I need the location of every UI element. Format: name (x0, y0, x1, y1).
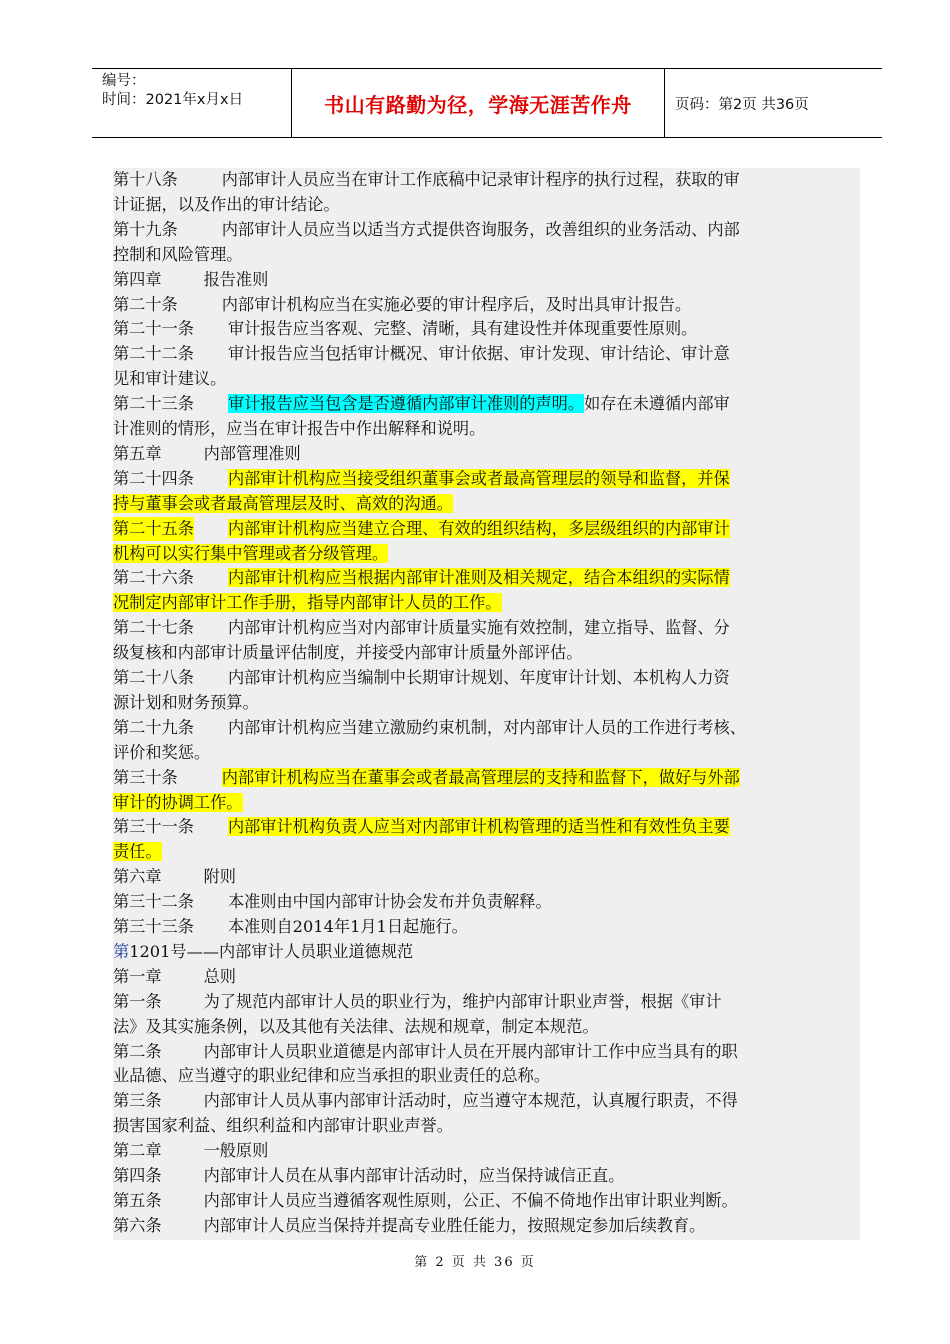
text-line (113, 815, 730, 839)
article-text: 损害国家利益、组织利益和内部审计职业声誉。 (113, 1116, 453, 1136)
article-text: 审计报告应当包括审计概况、审计依据、审计发现、审计结论、审计意 (227, 344, 730, 364)
article-number: 第二十四条 (113, 468, 194, 488)
article-text: 总则 (203, 966, 236, 986)
highlighted-text: 审计的协调工作。 (113, 792, 243, 812)
article-text: 报告准则 (203, 269, 269, 289)
article-text: 本准则自2014年1月1日起施行。 (227, 917, 468, 936)
text-line (113, 566, 730, 590)
text-line (113, 691, 259, 715)
text-line (113, 218, 740, 242)
article-text: 源计划和财务预算。 (113, 692, 259, 712)
article-number: 第三十二条 (113, 892, 194, 912)
article-text: 本准则由中国内部审计协会发布并负责解释。 (227, 892, 552, 912)
document-body (113, 168, 860, 1240)
highlighted-text: 内部审计机构负责人应当对内部审计机构管理的适当性和有效性负主要 (227, 817, 730, 837)
text-line (113, 1214, 705, 1238)
text-line (113, 442, 301, 466)
article-number: 第五章 (113, 443, 162, 463)
highlighted-text: 况制定内部审计工作手册，指导内部审计人员的工作。 (113, 593, 502, 613)
article-text: 内部审计机构应当对内部审计质量实施有效控制，建立指导、监督、分 (227, 618, 730, 638)
article-text: 内部审计机构应当编制中长期审计规划、年度审计计划、本机构人力资 (227, 668, 730, 687)
article-number: 第二十一条 (113, 319, 194, 339)
article-number: 第十八条 (113, 170, 178, 189)
highlighted-text: 持与董事会或者最高管理层及时、高效的沟通。 (113, 493, 453, 513)
text-line (113, 243, 243, 267)
article-number: 第三十条 (113, 767, 178, 787)
text-line (113, 1015, 599, 1039)
text-line (113, 666, 730, 690)
article-number: 第 (113, 941, 130, 961)
article-number: 第三条 (113, 1091, 162, 1111)
text-line (113, 293, 691, 317)
text-line (113, 1164, 624, 1188)
text-line (113, 392, 730, 416)
highlighted-text: 机构可以实行集中管理或者分级管理。 (113, 543, 389, 563)
article-text: 1201号——内部审计人员职业道德规范 (129, 941, 414, 961)
article-text: 为了规范内部审计人员的职业行为，维护内部审计职业声誉，根据《审计 (203, 991, 722, 1011)
article-text: 审计报告应当客观、完整、清晰，具有建设性并体现重要性原则。 (227, 319, 698, 339)
article-text: 级复核和内部审计质量评估制度，并接受内部审计质量外部评估。 (113, 643, 583, 663)
text-line (113, 1040, 738, 1064)
text-line (113, 766, 740, 790)
highlighted-text: 内部审计机构应当根据内部审计准则及相关规定，结合本组织的实际情 (227, 568, 730, 588)
article-number: 第二条 (113, 1041, 162, 1061)
article-number: 第一章 (113, 966, 162, 986)
article-text: 内部审计人员从事内部审计活动时，应当遵守本规范，认真履行职责，不得 (203, 1091, 738, 1111)
text-line (113, 890, 552, 914)
article-text: 内部审计人员应当以适当方式提供咨询服务，改善组织的业务活动、内部 (221, 219, 740, 239)
text-line (113, 193, 340, 217)
article-number: 第二十八条 (113, 668, 194, 687)
header-time: 时间：2021年x月x日 (102, 92, 244, 108)
article-number: 第十九条 (113, 219, 178, 239)
article-number: 第五条 (113, 1190, 162, 1210)
article-text: 一般原则 (203, 1141, 269, 1161)
article-number: 第二十七条 (113, 618, 194, 638)
text-line (113, 865, 236, 889)
text-line (113, 417, 485, 441)
article-number: 第一条 (113, 991, 162, 1011)
article-number: 第二十二条 (113, 344, 194, 364)
text-line (113, 467, 730, 491)
article-text: 计证据，以及作出的审计结论。 (113, 194, 340, 214)
text-line (113, 840, 162, 864)
text-line (113, 940, 413, 964)
page-footer: 第 2 页 共 36 页 (414, 1255, 536, 1270)
header-motto: 书山有路勤为径，学海无涯苦作舟 (292, 69, 665, 137)
article-text: 法》及其实施条例，以及其他有关法律、法规和规章，制定本规范。 (113, 1016, 599, 1036)
text-line (113, 1189, 738, 1213)
text-line (113, 342, 730, 366)
highlighted-text: 审计报告应当包含是否遵循内部审计准则的声明。 (227, 394, 585, 414)
text-line (113, 591, 502, 615)
article-number: 第二十条 (113, 294, 178, 314)
text-line (113, 1064, 550, 1088)
article-text: 内部审计人员应当在审计工作底稿中记录审计程序的执行过程，获取的审 (221, 170, 740, 189)
text-line (113, 1089, 738, 1113)
article-number: 第四章 (113, 269, 162, 289)
article-text: 计准则的情形，应当在审计报告中作出解释和说明。 (113, 419, 486, 438)
article-text: 业品德、应当遵守的职业纪律和应当承担的职业责任的总称。 (113, 1066, 551, 1086)
text-line (113, 915, 468, 939)
text-line (113, 492, 453, 516)
article-number: 第六条 (113, 1215, 162, 1235)
article-number: 第四条 (113, 1166, 162, 1185)
text-line (113, 616, 730, 640)
article-number: 第二章 (113, 1141, 162, 1161)
article-number: 第二十六条 (113, 568, 194, 588)
article-text: 内部审计机构应当建立激励约束机制，对内部审计人员的工作进行考核、 (227, 717, 746, 737)
highlighted-text: 内部审计机构应当建立合理、有效的组织结构，多层级组织的内部审计 (227, 518, 730, 538)
highlighted-text: 责任。 (113, 842, 162, 862)
article-text: 附则 (203, 867, 236, 887)
text-line (113, 741, 210, 765)
header-meta (92, 69, 292, 137)
article-text: 控制和风险管理。 (113, 244, 243, 264)
text-line (113, 168, 740, 192)
article-number: 第二十三条 (113, 394, 194, 414)
article-number: 第三十一条 (113, 817, 194, 837)
article-text: 内部审计人员应当遵循客观性原则，公正、不偏不倚地作出审计职业判断。 (203, 1190, 738, 1210)
text-line (113, 1139, 268, 1163)
article-number: 第二十九条 (113, 717, 194, 737)
highlighted-text: 内部审计机构应当在董事会或者最高管理层的支持和监督下，做好与外部 (221, 767, 740, 787)
highlighted-text: 内部审计机构应当接受组织董事会或者最高管理层的领导和监督，并保 (227, 468, 730, 488)
article-text: 内部审计人员在从事内部审计活动时，应当保持诚信正直。 (203, 1166, 625, 1185)
header-number: 编号： (102, 73, 146, 89)
header-page-number: 页码：第2页 共36页 (675, 96, 809, 113)
article-number: 第六章 (113, 867, 162, 887)
text-line (113, 367, 226, 391)
text-line (113, 716, 746, 740)
article-text: 如存在未遵循内部审 (584, 394, 730, 414)
text-line (113, 791, 243, 815)
article-text: 内部审计人员职业道德是内部审计人员在开展内部审计工作中应当具有的职 (203, 1041, 738, 1061)
text-line (113, 1114, 453, 1138)
article-text: 内部管理准则 (203, 443, 301, 463)
text-line (113, 965, 236, 989)
article-text: 见和审计建议。 (113, 369, 227, 389)
article-text: 内部审计人员应当保持并提高专业胜任能力，按照规定参加后续教育。 (203, 1215, 706, 1235)
text-line (113, 268, 268, 292)
article-text: 评价和奖惩。 (113, 742, 211, 762)
text-line (113, 317, 697, 341)
article-number: 第三十三条 (113, 917, 194, 936)
text-line (113, 641, 582, 665)
text-line (113, 542, 388, 566)
text-line (113, 517, 730, 541)
article-text: 内部审计机构应当在实施必要的审计程序后，及时出具审计报告。 (221, 294, 692, 314)
text-line (113, 990, 722, 1014)
page-header (92, 68, 882, 138)
article-number: 第二十五条 (113, 517, 194, 541)
